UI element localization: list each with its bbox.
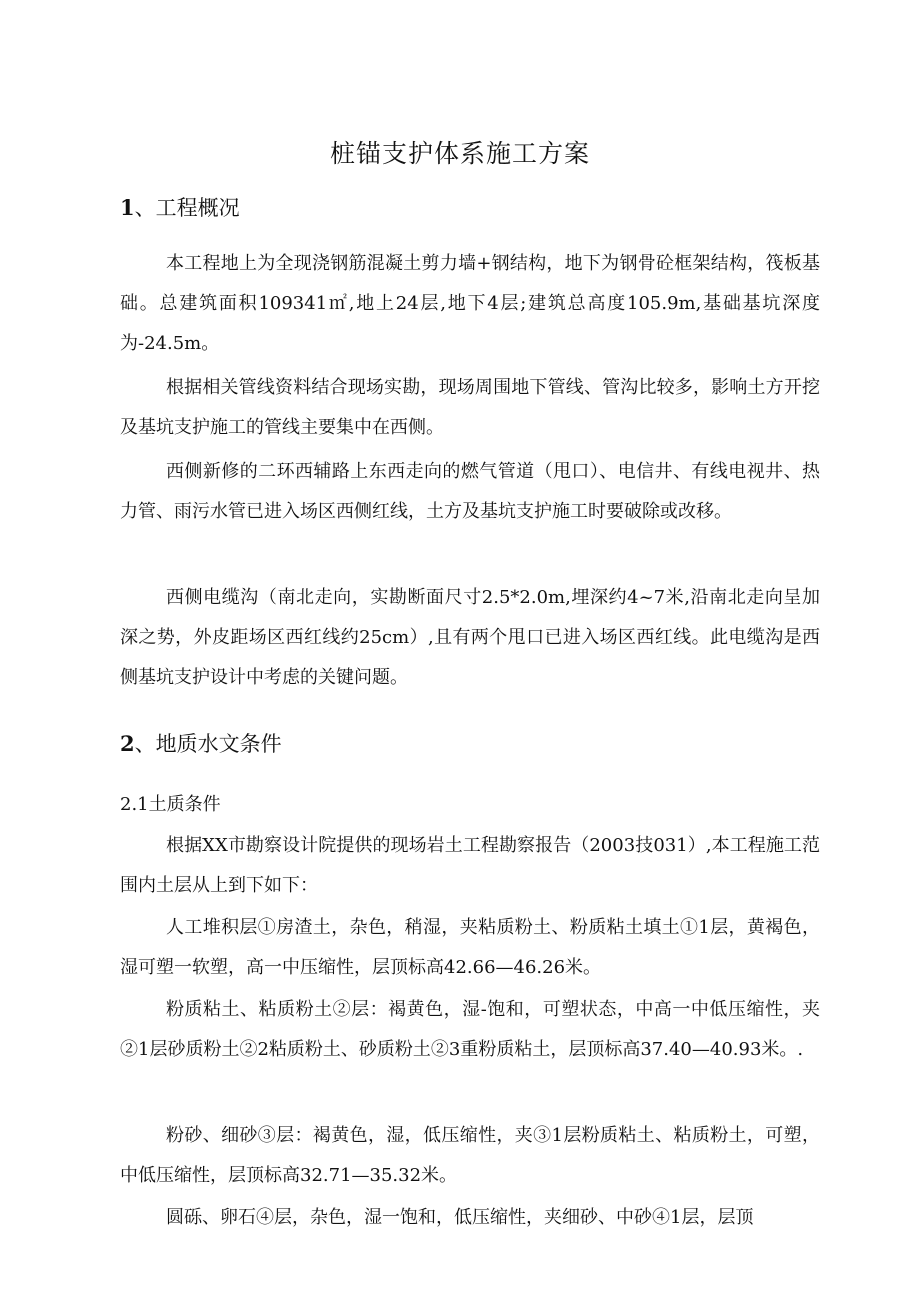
section-1-number: 1 [120, 195, 135, 220]
subsection-2-1-paragraph-5: 圆砾、卵石④层，杂色，湿一饱和，低压缩性，夹细砂、中砂④1层，层顶 [166, 1207, 754, 1228]
section-1-paragraph-4: 西侧电缆沟（南北走向，实勘断面尺寸2.5*2.0m,埋深约4~7米,沿南北走向呈加深之势，外皮距场区西红线约25cm）,且有两个甩口已进入场区西红线。此电缆沟是西侧基坑支护设计中考虑的关键问题。 [120, 587, 820, 688]
section-1-heading [120, 192, 240, 222]
document-title: 桩锚支护体系施工方案 [329, 139, 590, 168]
section-1-paragraph-2: 根据相关管线资料结合现场实勘，现场周围地下管线、管沟比较多，影响土方开挖及基坑支护施工的管线主要集中在西侧。 [120, 377, 820, 438]
subsection-2-1-paragraph-4: 粉砂、细砂③层：褐黄色，湿，低压缩性，夹③1层粉质粘土、粘质粉土，可塑，中低压缩性，层顶标高32.71—35.32米。 [120, 1125, 820, 1186]
section-2-number: 2 [120, 731, 135, 756]
subsection-2-1-paragraph-1: 根据XX市勘察设计院提供的现场岩土工程勘察报告（2003技031）,本工程施工范围内土层从上到下如下： [120, 835, 820, 896]
section-1-paragraph-3: 西侧新修的二环西辅路上东西走向的燃气管道（甩口）、电信井、有线电视井、热力管、雨污水管已进入场区西侧红线，土方及基坑支护施工时要破除或改移。 [120, 461, 820, 522]
section-2-title: 、地质水文条件 [134, 732, 282, 756]
subsection-2-1-paragraph-2: 人工堆积层①房渣土，杂色，稍湿，夹粘质粉土、粉质粘土填土①1层，黄褐色，湿可塑一软塑，高一中压缩性，层顶标高42.66—46.26米。 [120, 917, 820, 978]
section-1-title: 、工程概况 [134, 196, 240, 220]
section-1-paragraph-1: 本工程地上为全现浇钢筋混凝土剪力墙+钢结构，地下为钢骨砼框架结构，筏板基础。总建筑面积109341㎡,地上24层,地下4层;建筑总高度105.9m,基础基坑深度为-24.5m。 [120, 253, 820, 354]
section-2-heading [120, 728, 282, 758]
subsection-2-1-heading: 2.1土质条件 [120, 794, 221, 815]
subsection-2-1-paragraph-3: 粉质粘土、粘质粉土②层：褐黄色，湿-饱和，可塑状态，中高一中低压缩性，夹②1层砂质粉土②2粘质粉土、砂质粉土②3重粉质粘土，层顶标高37.40—40.93米。. [120, 999, 820, 1060]
